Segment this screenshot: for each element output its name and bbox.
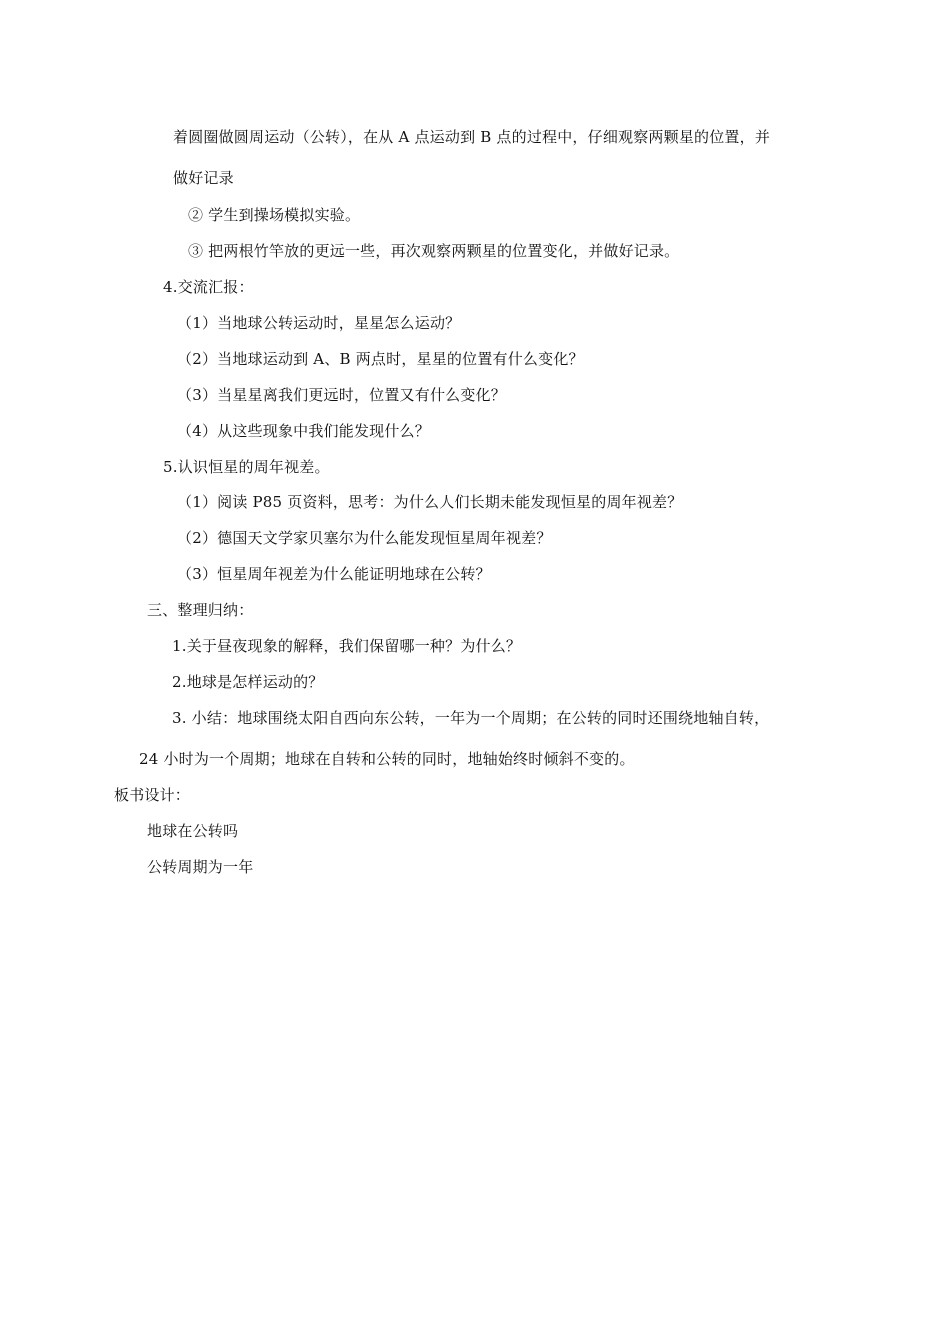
list-item: （3）当星星离我们更远时，位置又有什么变化？: [177, 386, 506, 404]
list-item: （4）从这些现象中我们能发现什么？: [177, 422, 430, 440]
list-item: （1）当地球公转运动时，星星怎么运动？: [177, 314, 461, 332]
board-design-item: 公转周期为一年: [147, 858, 254, 876]
list-item: ③ 把两根竹竿放的更远一些，再次观察两颗星的位置变化，并做好记录。: [188, 242, 680, 260]
summary-line: 3. 小结：地球围绕太阳自西向东公转，一年为一个周期；在公转的同时还围绕地轴自转，: [172, 709, 770, 727]
section-heading: 5.认识恒星的周年视差。: [163, 458, 330, 476]
paragraph-line: 着圆圈做圆周运动（公转），在从 A 点运动到 B 点的过程中，仔细观察两颗星的位置，并: [173, 128, 771, 146]
list-item: 1.关于昼夜现象的解释，我们保留哪一种？为什么？: [172, 637, 522, 655]
list-item: （3）恒星周年视差为什么能证明地球在公转？: [177, 565, 491, 583]
section-heading: 三、整理归纳：: [147, 601, 254, 619]
summary-line: 24 小时为一个周期；地球在自转和公转的同时，地轴始终时倾斜不变的。: [139, 750, 635, 768]
list-item: （2）当地球运动到 A、B 两点时，星星的位置有什么变化？: [177, 350, 584, 368]
list-item: ② 学生到操场模拟实验。: [188, 206, 361, 224]
list-item: 2.地球是怎样运动的？: [172, 673, 324, 691]
paragraph-line: 做好记录: [173, 169, 234, 187]
board-design-heading: 板书设计：: [114, 786, 191, 804]
list-item: （1）阅读 P85 页资料，思考：为什么人们长期未能发现恒星的周年视差？: [177, 493, 683, 511]
list-item: （2）德国天文学家贝塞尔为什么能发现恒星周年视差？: [177, 529, 552, 547]
board-design-item: 地球在公转吗: [147, 822, 239, 840]
section-heading: 4.交流汇报：: [163, 278, 254, 296]
